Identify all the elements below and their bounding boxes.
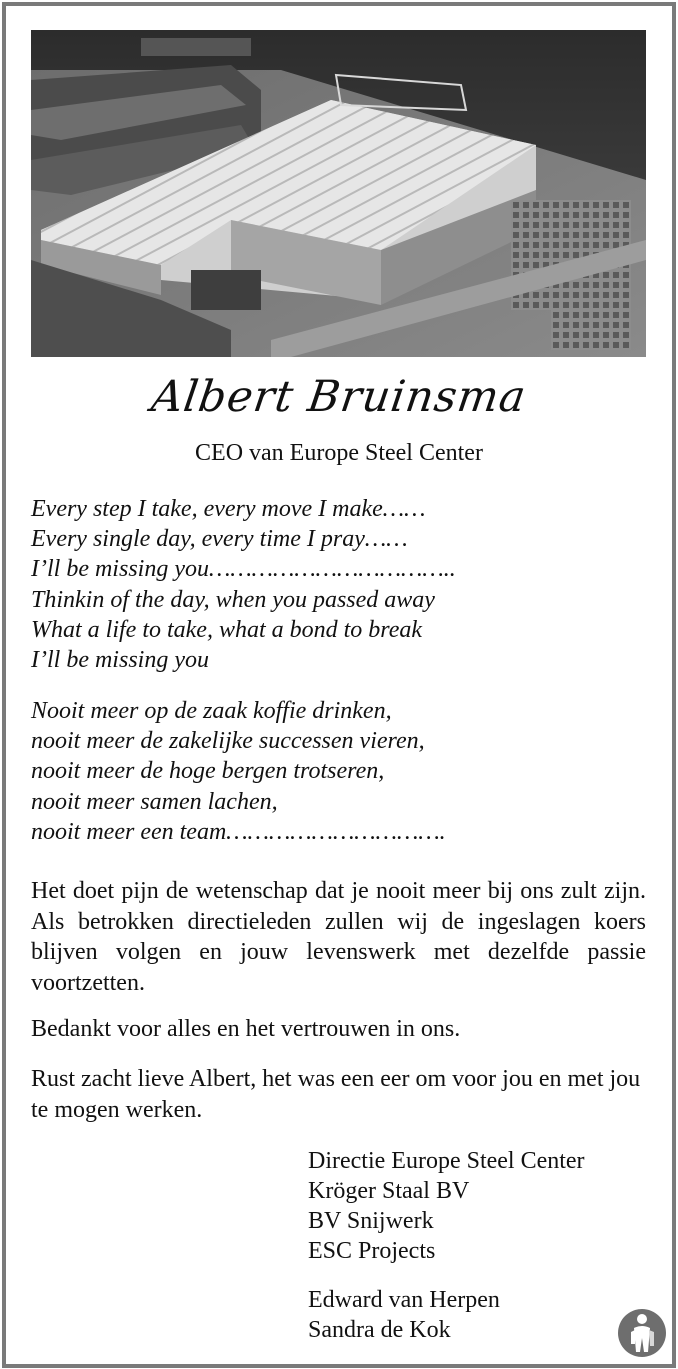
poem-line: nooit meer de hoge bergen trotseren, (31, 758, 385, 785)
signers-people (308, 1285, 658, 1345)
deceased-name: Albert Bruinsma (148, 372, 530, 422)
poem-line: What a life to take, what a bond to break (31, 616, 423, 643)
poem-line: I’ll be missing you…………………………….. (31, 556, 456, 583)
deceased-title: CEO van Europe Steel Center (195, 440, 483, 466)
poem-line: I’ll be missing you (31, 647, 209, 674)
poem-line: Thinkin of the day, when you passed away (31, 586, 435, 613)
signer-company: BV Snijwerk (308, 1208, 434, 1234)
poem-line: nooit meer de zakelijke successen vieren, (31, 728, 425, 755)
warehouse-photo (31, 30, 646, 357)
poem-line: Every single day, every time I pray…… (31, 526, 408, 553)
signer-person: Sandra de Kok (308, 1317, 451, 1343)
signer-company: ESC Projects (308, 1238, 436, 1264)
poem-english (31, 494, 651, 675)
thanks-paragraph: Bedankt voor alles en het vertrouwen in ons. (31, 1016, 461, 1042)
poem-dutch (31, 696, 651, 847)
poem-line: nooit meer een team…………………………. (31, 818, 446, 845)
poem-line: Nooit meer op de zaak koffie drinken, (31, 698, 392, 724)
signer-company: Kröger Staal BV (308, 1178, 470, 1204)
poem-line: nooit meer samen lachen, (31, 788, 278, 815)
signer-person: Edward van Herpen (308, 1287, 500, 1313)
condolence-paragraph: Het doet pijn de wetenschap dat je nooit meer bij ons zult zijn. Als betrokken directieleden zullen wij de ingeslagen koers blijven volgen en jouw levenswerk met dezelfde passie voortzetten. (31, 878, 646, 996)
signers-companies (308, 1146, 658, 1266)
signer-company: Directie Europe Steel Center (308, 1148, 585, 1174)
memorial-logo-icon (617, 1308, 667, 1358)
poem-line: Every step I take, every move I make…… (31, 496, 426, 522)
farewell-paragraph: Rust zacht lieve Albert, het was een eer om voor jou en met jou te mogen werken. (31, 1066, 641, 1123)
warehouse-photo-illustration (31, 30, 646, 357)
